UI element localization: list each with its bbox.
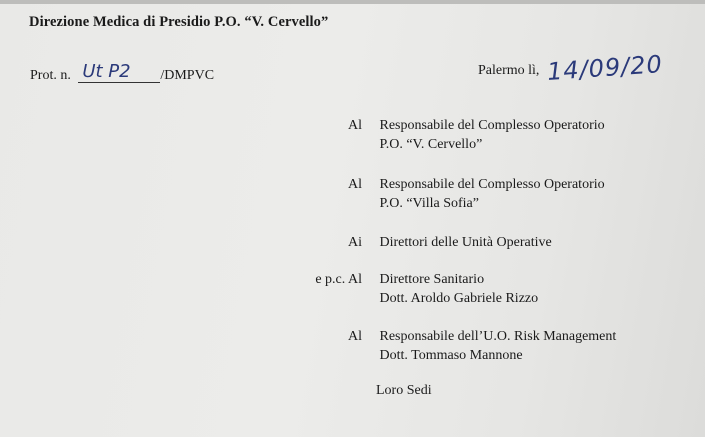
place-date-line	[478, 49, 664, 87]
addressee-line: Direttori delle Unità Operative	[379, 235, 552, 250]
addressee-line: P.O. “V. Cervello”	[379, 137, 483, 152]
addressee-block	[300, 175, 605, 213]
addressee-block	[300, 270, 538, 308]
addressee-line: Dott. Aroldo Gabriele Rizzo	[379, 291, 539, 306]
addressee-block	[300, 327, 616, 365]
addressee-line: Direttore Sanitario	[379, 272, 485, 287]
protocol-number-field	[78, 61, 160, 83]
protocol-suffix: /DMPVC	[160, 68, 215, 83]
addressee-prefix: Al	[348, 118, 362, 133]
addressee-prefix: e p.c. Al	[315, 272, 362, 287]
addressee-line: Responsabile del Complesso Operatorio	[379, 177, 605, 192]
protocol-line	[30, 63, 214, 85]
addressee-line: P.O. “Villa Sofia”	[379, 196, 479, 211]
addressee-line: Responsabile del Complesso Operatorio	[379, 118, 605, 133]
closing-text: Loro Sedi	[376, 383, 432, 398]
date-handwritten: 14/09/20	[546, 49, 664, 87]
letterhead: Direzione Medica di Presidio P.O. “V. Cervello”	[29, 14, 329, 30]
place-label: Palermo lì,	[478, 63, 540, 78]
addressee-block	[300, 116, 605, 154]
addressee-line: Responsabile dell’U.O. Risk Management	[379, 329, 617, 344]
addressee-prefix: Al	[348, 177, 362, 192]
addressee-prefix: Al	[348, 329, 362, 344]
protocol-label: Prot. n.	[30, 68, 71, 83]
protocol-number-handwritten: Ut P2	[82, 61, 131, 82]
addressee-prefix: Ai	[348, 235, 362, 250]
addressee-line: Dott. Tommaso Mannone	[379, 348, 523, 363]
page-edge	[0, 0, 705, 4]
addressee-block	[300, 233, 552, 252]
